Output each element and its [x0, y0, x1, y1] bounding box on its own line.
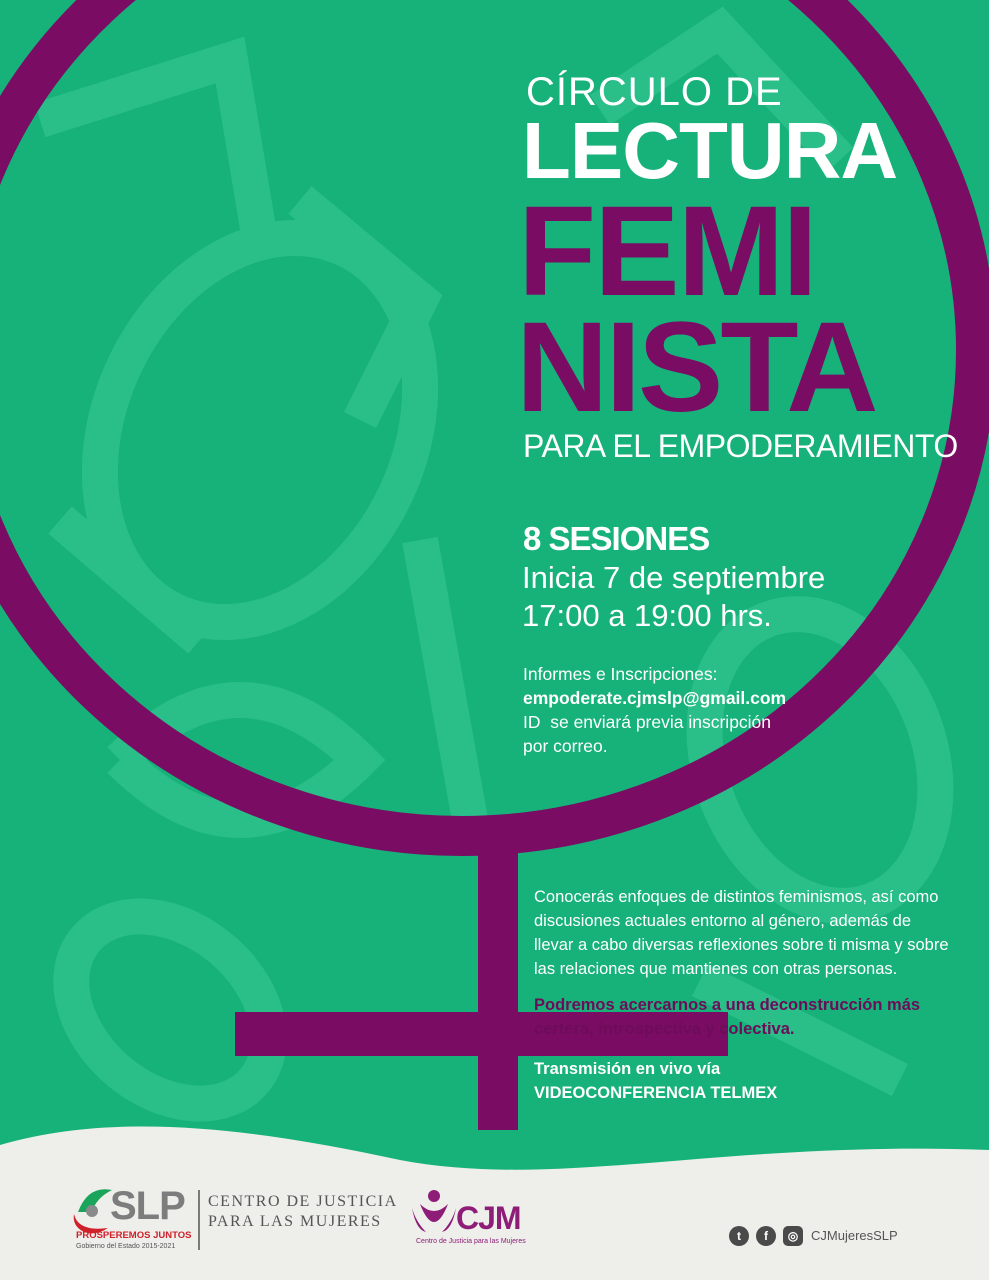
twitter-icon[interactable]: t — [729, 1226, 749, 1246]
centro-line-2: PARA LAS MUJERES — [208, 1213, 382, 1230]
transmission-line-1: Transmisión en vivo vía — [534, 1060, 721, 1078]
title-circulo-de: CÍRCULO DE — [526, 70, 783, 114]
title-femi: FEMI — [518, 180, 816, 323]
title-lectura: LECTURA — [522, 106, 898, 195]
cjm-logo-text: CJM — [456, 1200, 521, 1236]
subtitle-para-el-empoderamiento: PARA EL EMPODERAMIENTO — [523, 428, 958, 464]
session-hours: 17:00 a 19:00 hrs. — [522, 598, 772, 633]
contact-label: Informes e Inscripciones: — [523, 664, 718, 684]
id-note-line-2: por correo. — [523, 736, 608, 756]
social-handle[interactable]: CJMujeresSLP — [811, 1228, 898, 1243]
contact-email[interactable]: empoderate.cjmslp@gmail.com — [523, 688, 787, 708]
description-block — [534, 885, 954, 1105]
start-date: Inicia 7 de septiembre — [522, 560, 826, 595]
facebook-icon[interactable]: f — [756, 1226, 776, 1246]
id-note-line-1: ID se enviará previa inscripción — [523, 712, 772, 732]
title-nista: NISTA — [516, 296, 876, 439]
slp-logo-text: SLP — [110, 1184, 185, 1228]
slp-slogan: PROSPEREMOS JUNTOS — [76, 1230, 192, 1241]
instagram-icon[interactable]: ◎ — [783, 1226, 803, 1246]
description-paragraph: Conocerás enfoques de distintos feminismos, así como discusiones actuales entorno al género, además de llevar a cabo diversas reflexiones sobre ti misma y sobre las relaciones que mantienes con otras personas. — [534, 888, 949, 978]
description-highlight: Podremos acercarnos a una deconstrucción más certera, introspectiva y colectiva. — [534, 996, 921, 1038]
sessions-count: 8 SESIONES — [523, 520, 710, 557]
centro-line-1: CENTRO DE JUSTICIA — [208, 1193, 398, 1210]
slp-government: Gobierno del Estado 2015-2021 — [76, 1243, 176, 1250]
transmission-line-2: VIDEOCONFERENCIA TELMEX — [534, 1084, 778, 1102]
cjm-subtitle: Centro de Justicia para las Mujeres — [416, 1238, 526, 1245]
contact-info — [523, 662, 786, 758]
